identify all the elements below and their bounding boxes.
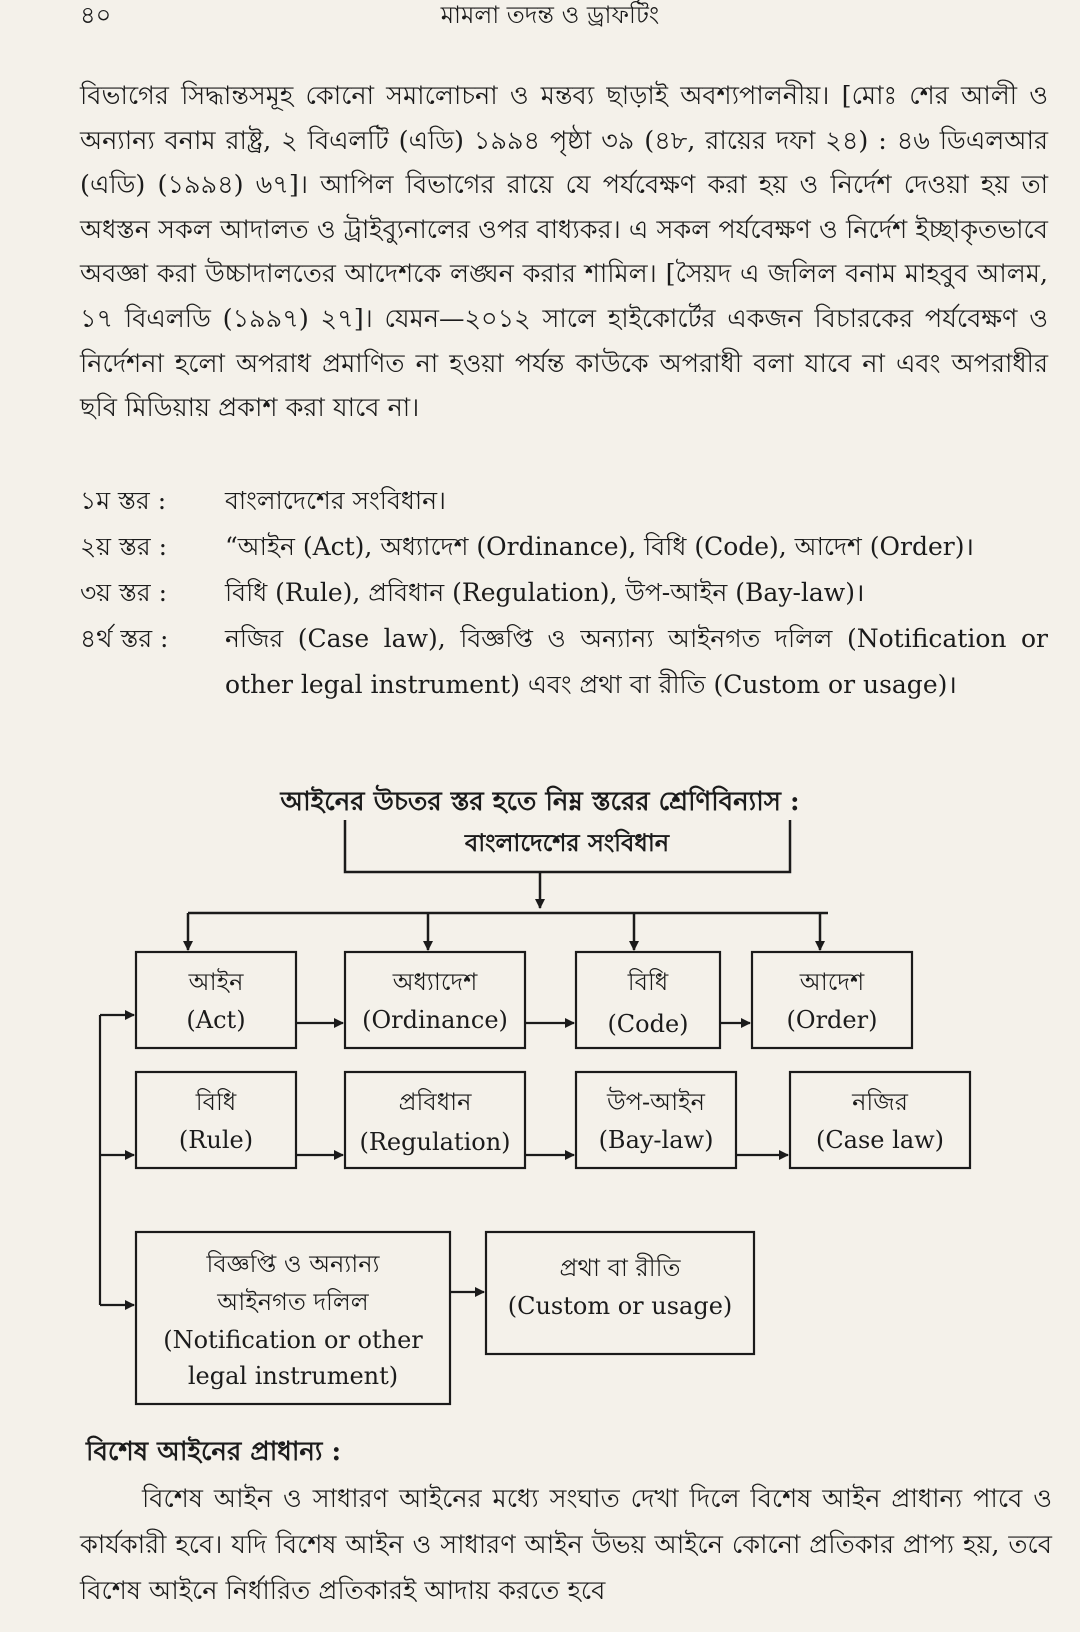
node-constitution-label: বাংলাদেশের সংবিধান <box>464 828 670 857</box>
node-case-law-en: (Case law) <box>815 1126 945 1154</box>
running-header <box>80 0 1020 34</box>
root-connectors <box>188 872 828 950</box>
node-rule-en: (Rule) <box>178 1126 254 1154</box>
tier-2 <box>80 524 1048 570</box>
paragraph-2: বিশেষ আইন ও সাধারণ আইনের মধ্যে সংঘাত দেখা দিলে বিশেষ আইন প্রাধান্য পাবে ও কার্যকারী হবে। যদি বিশেষ আইন ও সাধারণ আইন উভয় আইনে কোনো প্রতিকার প্রাপ্য হয়, তবে বিশেষ আইনে নির্ধারিত প্রতিকারই আদায় করতে হবে <box>80 1484 1052 1606</box>
node-order-en: (Order) <box>786 1006 878 1034</box>
node-bylaw <box>576 1072 736 1168</box>
node-bylaw-en: (Bay-law) <box>598 1126 714 1154</box>
node-act-bn: আইন <box>188 968 244 996</box>
tier-label: ২য় স্তর : <box>80 532 168 561</box>
node-notification-line: (Notification or other <box>163 1326 423 1354</box>
diagram-title: আইনের উচতর স্তর হতে নিম্ন স্তরের শ্রেণিবিন্যাস : <box>280 787 800 817</box>
node-custom-line: (Custom or usage) <box>507 1292 733 1320</box>
node-ordinance-bn: অধ্যাদেশ <box>392 968 478 996</box>
node-act-en: (Act) <box>186 1006 246 1034</box>
node-custom <box>486 1232 754 1354</box>
section-heading: বিশেষ আইনের প্রাধান্য : <box>86 1437 342 1467</box>
tier-4 <box>80 616 1048 708</box>
tier-text: নজির (Case law), বিজ্ঞপ্তি ও অন্যান্য আইনগত দলিল (Notification or other legal instrument) এবং প্রথা বা রীতি (Custom or usage)। <box>225 624 1048 699</box>
node-ordinance <box>345 952 525 1048</box>
tail-paragraph <box>80 1476 1052 1614</box>
node-constitution <box>345 820 790 872</box>
node-act <box>136 952 296 1048</box>
tier-text: বাংলাদেশের সংবিধান। <box>225 486 446 515</box>
left-bracket-connector <box>100 1015 134 1305</box>
node-custom-line: প্রথা বা রীতি <box>559 1254 681 1282</box>
tier-label: ৪র্থ স্তর : <box>80 624 169 653</box>
node-notification-line: আইনগত দলিল <box>217 1288 369 1316</box>
node-notification-line: legal instrument) <box>187 1362 399 1390</box>
node-order-bn: আদেশ <box>799 968 865 996</box>
node-order <box>752 952 912 1048</box>
paragraph-1: বিভাগের সিদ্ধান্তসমূহ কোনো সমালোচনা ও মন্তব্য ছাড়াই অবশ্যপালনীয়। [মোঃ শের আলী ও অন্যান্য বনাম রাষ্ট্র, ২ বিএলটি (এডি) ১৯৯৪ পৃষ্ঠা ৩৯ (৪৮, রায়ের দফা ২৪) : ৪৬ ডিএলআর (এডি) (১৯৯৪) ৬৭]। আপিল বিভাগের রায়ে যে পর্যবেক্ষণ করা হয় ও নির্দেশ দেওয়া হয় তা অধস্তন সকল আদালত ও ট্রাইব্যুনালের ওপর বাধ্যকর। এ সকল পর্যবেক্ষণ ও নির্দেশ ইচ্ছাকৃতভাবে অবজ্ঞা করা উচ্চাদালতের আদেশকে লঙ্ঘন করার শামিল। [সৈয়দ এ জলিল বনাম মাহবুব আলম, ১৭ বিএলডি (১৯৯৭) ২৭]। যেমন—২০১২ সালে হাইকোর্টের একজন বিচারকের পর্যবেক্ষণ ও নির্দেশনা হলো অপরাধ প্রমাণিত না হওয়া পর্যন্ত কাউকে অপরাধী বলা যাবে না এবং অপরাধীর ছবি মিডিয়ায় প্রকাশ করা যাবে না। <box>80 81 1048 424</box>
node-code <box>576 952 720 1048</box>
page-number: ৪০ <box>80 1 112 29</box>
node-notification <box>136 1232 450 1404</box>
node-code-en: (Code) <box>607 1010 689 1038</box>
node-rule-bn: বিধি <box>195 1088 237 1116</box>
tier-label: ৩য় স্তর : <box>80 578 168 607</box>
running-title: মামলা তদন্ত ও ড্রাফটিং <box>440 1 660 29</box>
tier-text: “আইন (Act), অধ্যাদেশ (Ordinance), বিধি (Code), আদেশ (Order)। <box>225 532 974 561</box>
node-regulation <box>345 1072 525 1168</box>
node-case-law-bn: নজির <box>852 1088 908 1116</box>
node-bylaw-bn: উপ-আইন <box>607 1088 705 1116</box>
node-case-law <box>790 1072 970 1168</box>
node-rule <box>136 1072 296 1168</box>
node-code-bn: বিধি <box>627 968 669 996</box>
tier-label: ১ম স্তর : <box>80 486 167 515</box>
node-regulation-bn: প্রবিধান <box>398 1088 472 1116</box>
tier-text: বিধি (Rule), প্রবিধান (Regulation), উপ-আইন (Bay-law)। <box>225 578 865 607</box>
law-tiers-list <box>80 478 1048 708</box>
node-notification-line: বিজ্ঞপ্তি ও অন্যান্য <box>206 1250 380 1278</box>
node-regulation-en: (Regulation) <box>359 1128 511 1156</box>
tier-1 <box>80 478 1048 524</box>
body-paragraph <box>80 74 1048 431</box>
tier-3 <box>80 570 1048 616</box>
hierarchy-diagram <box>0 820 1080 1420</box>
node-ordinance-en: (Ordinance) <box>362 1006 508 1034</box>
